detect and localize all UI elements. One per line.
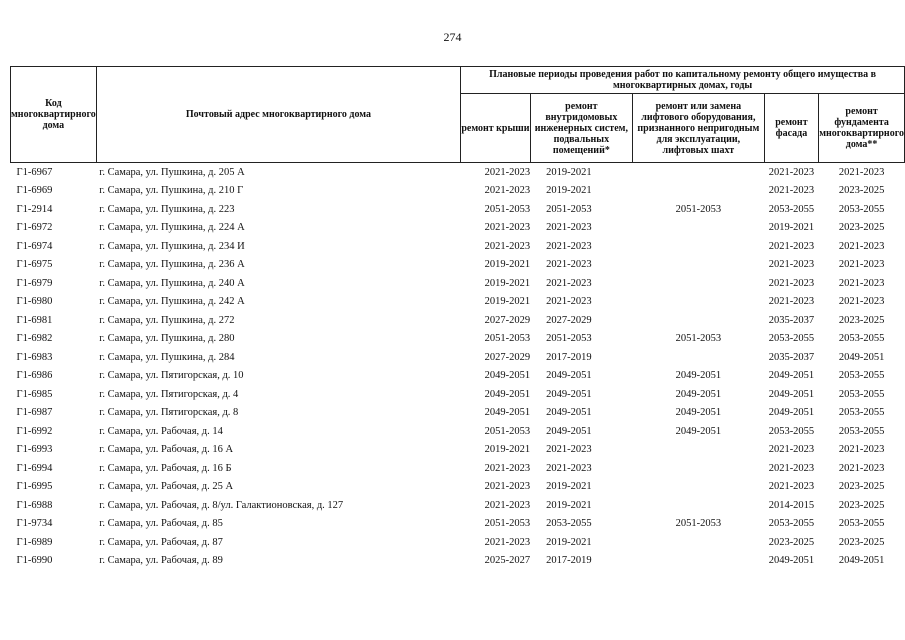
table-row	[11, 533, 905, 552]
house-code: Г1-6983	[16, 351, 53, 363]
facade-repair-period: 2021-2023	[768, 296, 815, 308]
elevator-repair-period: 2049-2051	[675, 425, 722, 437]
table-body	[11, 163, 905, 571]
roof-repair-period: 2027-2029	[484, 314, 531, 326]
house-address: г. Самара, ул. Рабочая, д. 16 А	[99, 444, 234, 456]
house-code: Г1-6980	[16, 296, 53, 308]
table-row	[11, 515, 905, 534]
house-address: г. Самара, ул. Пятигорская, д. 8	[99, 407, 239, 419]
foundation-repair-period: 2021-2023	[838, 166, 885, 178]
roof-repair-period: 2019-2021	[484, 444, 531, 456]
foundation-repair-period: 2021-2023	[838, 444, 885, 456]
house-code: Г1-2914	[16, 203, 53, 215]
facade-repair-period: 2049-2051	[768, 370, 815, 382]
foundation-repair-period: 2053-2055	[838, 407, 885, 419]
engineering-repair-period: 2019-2021	[546, 166, 592, 178]
table-row	[11, 274, 905, 293]
engineering-repair-period: 2019-2021	[546, 536, 592, 548]
roof-repair-period: 2027-2029	[484, 351, 531, 363]
roof-repair-period: 2021-2023	[484, 462, 531, 474]
engineering-repair-period: 2051-2053	[546, 333, 592, 345]
table-row	[11, 293, 905, 312]
foundation-repair-period: 2053-2055	[838, 370, 885, 382]
facade-repair-period: 2053-2055	[768, 518, 815, 530]
facade-repair-period: 2049-2051	[768, 555, 815, 567]
foundation-repair-period: 2023-2025	[838, 499, 885, 511]
facade-repair-period: 2053-2055	[768, 333, 815, 345]
engineering-repair-period: 2017-2019	[546, 555, 592, 567]
house-address: г. Самара, ул. Рабочая, д. 25 А	[99, 481, 234, 493]
house-code: Г1-6974	[16, 240, 53, 252]
roof-repair-period: 2049-2051	[484, 388, 531, 400]
table-row	[11, 441, 905, 460]
house-code: Г1-6988	[16, 499, 53, 511]
elevator-repair-period	[633, 441, 765, 460]
table-row	[11, 330, 905, 349]
table-header	[11, 67, 905, 163]
facade-repair-period: 2023-2025	[768, 536, 815, 548]
house-address: г. Самара, ул. Пушкина, д. 210 Г	[99, 185, 244, 197]
house-code: Г1-6969	[16, 185, 53, 197]
roof-repair-period: 2019-2021	[484, 259, 531, 271]
house-address: г. Самара, ул. Пушкина, д. 284	[99, 351, 235, 363]
elevator-repair-period	[633, 163, 765, 182]
house-code: Г1-6987	[16, 407, 53, 419]
house-address: г. Самара, ул. Пушкина, д. 236 А	[99, 259, 245, 271]
house-code: Г1-6967	[16, 166, 53, 178]
house-code: Г1-6995	[16, 481, 53, 493]
elevator-repair-period	[633, 496, 765, 515]
facade-repair-period: 2049-2051	[768, 388, 815, 400]
engineering-repair-period: 2021-2023	[546, 222, 592, 234]
facade-repair-period: 2014-2015	[768, 499, 815, 511]
house-address: г. Самара, ул. Пушкина, д. 223	[99, 203, 235, 215]
foundation-repair-period: 2023-2025	[838, 222, 885, 234]
facade-repair-period: 2021-2023	[768, 481, 815, 493]
roof-repair-period: 2049-2051	[484, 407, 531, 419]
house-address: г. Самара, ул. Пушкина, д. 272	[99, 314, 235, 326]
roof-repair-period: 2021-2023	[484, 499, 531, 511]
house-address: г. Самара, ул. Пушкина, д. 280	[99, 333, 235, 345]
table-row	[11, 496, 905, 515]
table-row	[11, 422, 905, 441]
table-row	[11, 552, 905, 571]
foundation-repair-period: 2023-2025	[838, 481, 885, 493]
elevator-repair-period	[633, 533, 765, 552]
facade-repair-period: 2035-2037	[768, 351, 815, 363]
foundation-repair-period: 2053-2055	[838, 425, 885, 437]
roof-repair-period: 2049-2051	[484, 370, 531, 382]
elevator-repair-period	[633, 311, 765, 330]
engineering-repair-period: 2021-2023	[546, 444, 592, 456]
elevator-repair-period: 2049-2051	[675, 370, 722, 382]
house-code: Г1-6985	[16, 388, 53, 400]
house-address: г. Самара, ул. Рабочая, д. 14	[99, 425, 223, 437]
roof-repair-period: 2021-2023	[484, 240, 531, 252]
engineering-repair-period: 2021-2023	[546, 240, 592, 252]
engineering-repair-period: 2019-2021	[546, 185, 592, 197]
engineering-repair-period: 2049-2051	[546, 425, 592, 437]
elevator-column-header: ремонт или замена лифтового оборудования, признанного непригодным для эксплуатации, лифтовых шахт	[633, 94, 765, 163]
facade-repair-period: 2049-2051	[768, 407, 815, 419]
table-row	[11, 385, 905, 404]
elevator-repair-period: 2049-2051	[675, 407, 722, 419]
table-row	[11, 367, 905, 386]
roof-repair-period: 2019-2021	[484, 277, 531, 289]
table-row	[11, 256, 905, 275]
roof-repair-period: 2051-2053	[484, 425, 531, 437]
house-code: Г1-6979	[16, 277, 53, 289]
house-address: г. Самара, ул. Рабочая, д. 85	[99, 518, 223, 530]
house-code: Г1-6992	[16, 425, 53, 437]
engineering-repair-period: 2021-2023	[546, 259, 592, 271]
facade-repair-period: 2021-2023	[768, 444, 815, 456]
elevator-repair-period	[633, 274, 765, 293]
table-row	[11, 163, 905, 182]
foundation-repair-period: 2053-2055	[838, 518, 885, 530]
engineering-repair-period: 2019-2021	[546, 481, 592, 493]
house-code: Г1-6972	[16, 222, 53, 234]
engineering-repair-period: 2049-2051	[546, 407, 592, 419]
house-address: г. Самара, ул. Пятигорская, д. 4	[99, 388, 239, 400]
facade-repair-period: 2021-2023	[768, 240, 815, 252]
house-address: г. Самара, ул. Рабочая, д. 89	[99, 555, 223, 567]
code-column-header: Код многоквартирного дома	[11, 67, 97, 163]
table-row	[11, 182, 905, 201]
foundation-repair-period: 2021-2023	[838, 296, 885, 308]
planned-periods-header: Плановые периоды проведения работ по капитальному ремонту общего имущества в многоквартирных домах, годы	[461, 67, 905, 94]
facade-column-header: ремонт фасада	[764, 94, 819, 163]
house-address: г. Самара, ул. Рабочая, д. 87	[99, 536, 223, 548]
foundation-repair-period: 2021-2023	[838, 259, 885, 271]
roof-repair-period: 2021-2023	[484, 185, 531, 197]
house-code: Г1-6975	[16, 259, 53, 271]
house-code: Г1-6989	[16, 536, 53, 548]
table-row	[11, 237, 905, 256]
foundation-repair-period: 2053-2055	[838, 333, 885, 345]
engineering-repair-period: 2053-2055	[546, 518, 592, 530]
house-code: Г1-6990	[16, 555, 53, 567]
house-code: Г1-6982	[16, 333, 53, 345]
engineering-repair-period: 2027-2029	[546, 314, 592, 326]
foundation-column-header: ремонт фундамента многоквартирного дома**	[819, 94, 905, 163]
engineering-systems-column-header: ремонт внутридомовых инженерных систем, подвальных помещений*	[530, 94, 632, 163]
facade-repair-period: 2021-2023	[768, 277, 815, 289]
elevator-repair-period	[633, 459, 765, 478]
elevator-repair-period	[633, 237, 765, 256]
house-address: г. Самара, ул. Рабочая, д. 8/ул. Галактионовская, д. 127	[99, 499, 344, 511]
foundation-repair-period: 2023-2025	[838, 536, 885, 548]
elevator-repair-period	[633, 348, 765, 367]
foundation-repair-period: 2049-2051	[838, 555, 885, 567]
house-code: Г1-9734	[16, 518, 53, 530]
facade-repair-period: 2021-2023	[768, 259, 815, 271]
foundation-repair-period: 2053-2055	[838, 203, 885, 215]
table-row	[11, 404, 905, 423]
elevator-repair-period: 2051-2053	[675, 203, 722, 215]
facade-repair-period: 2021-2023	[768, 166, 815, 178]
house-address: г. Самара, ул. Пушкина, д. 240 А	[99, 277, 245, 289]
address-column-header: Почтовый адрес многоквартирного дома	[96, 67, 460, 163]
engineering-repair-period: 2019-2021	[546, 499, 592, 511]
facade-repair-period: 2053-2055	[768, 425, 815, 437]
table-row	[11, 478, 905, 497]
house-code: Г1-6981	[16, 314, 53, 326]
foundation-repair-period: 2023-2025	[838, 314, 885, 326]
house-address: г. Самара, ул. Пятигорская, д. 10	[99, 370, 244, 382]
facade-repair-period: 2021-2023	[768, 462, 815, 474]
engineering-repair-period: 2021-2023	[546, 462, 592, 474]
foundation-repair-period: 2021-2023	[838, 240, 885, 252]
house-address: г. Самара, ул. Пушкина, д. 234 И	[99, 240, 245, 252]
house-address: г. Самара, ул. Пушкина, д. 205 А	[99, 166, 245, 178]
elevator-repair-period	[633, 256, 765, 275]
table-row	[11, 459, 905, 478]
engineering-repair-period: 2049-2051	[546, 388, 592, 400]
roof-repair-period: 2021-2023	[484, 536, 531, 548]
capital-repair-schedule-table	[10, 66, 905, 570]
roof-repair-period: 2051-2053	[484, 203, 531, 215]
engineering-repair-period: 2051-2053	[546, 203, 592, 215]
roof-repair-period: 2021-2023	[484, 222, 531, 234]
facade-repair-period: 2053-2055	[768, 203, 815, 215]
elevator-repair-period	[633, 552, 765, 571]
engineering-repair-period: 2021-2023	[546, 277, 592, 289]
facade-repair-period: 2019-2021	[768, 222, 815, 234]
roof-repair-period: 2025-2027	[484, 555, 531, 567]
foundation-repair-period: 2023-2025	[838, 185, 885, 197]
house-code: Г1-6986	[16, 370, 53, 382]
roof-repair-period: 2051-2053	[484, 518, 531, 530]
house-address: г. Самара, ул. Пушкина, д. 242 А	[99, 296, 245, 308]
roof-repair-period: 2019-2021	[484, 296, 531, 308]
foundation-repair-period: 2053-2055	[838, 388, 885, 400]
foundation-repair-period: 2049-2051	[838, 351, 885, 363]
elevator-repair-period	[633, 478, 765, 497]
foundation-repair-period: 2021-2023	[838, 462, 885, 474]
elevator-repair-period: 2051-2053	[675, 518, 722, 530]
elevator-repair-period: 2049-2051	[675, 388, 722, 400]
table-row	[11, 219, 905, 238]
elevator-repair-period	[633, 219, 765, 238]
facade-repair-period: 2021-2023	[768, 185, 815, 197]
table-row	[11, 200, 905, 219]
roof-repair-period: 2021-2023	[484, 481, 531, 493]
house-address: г. Самара, ул. Рабочая, д. 16 Б	[99, 462, 232, 474]
engineering-repair-period: 2021-2023	[546, 296, 592, 308]
table-row	[11, 311, 905, 330]
roof-repair-period: 2021-2023	[484, 166, 531, 178]
foundation-repair-period: 2021-2023	[838, 277, 885, 289]
engineering-repair-period: 2049-2051	[546, 370, 592, 382]
house-code: Г1-6994	[16, 462, 53, 474]
elevator-repair-period	[633, 182, 765, 201]
house-address: г. Самара, ул. Пушкина, д. 224 А	[99, 222, 245, 234]
roof-repair-period: 2051-2053	[484, 333, 531, 345]
house-code: Г1-6993	[16, 444, 53, 456]
elevator-repair-period: 2051-2053	[675, 333, 722, 345]
elevator-repair-period	[633, 293, 765, 312]
engineering-repair-period: 2017-2019	[546, 351, 592, 363]
facade-repair-period: 2035-2037	[768, 314, 815, 326]
page-number: 274	[443, 30, 462, 44]
table-row	[11, 348, 905, 367]
roof-repair-column-header: ремонт крыши	[461, 94, 531, 163]
